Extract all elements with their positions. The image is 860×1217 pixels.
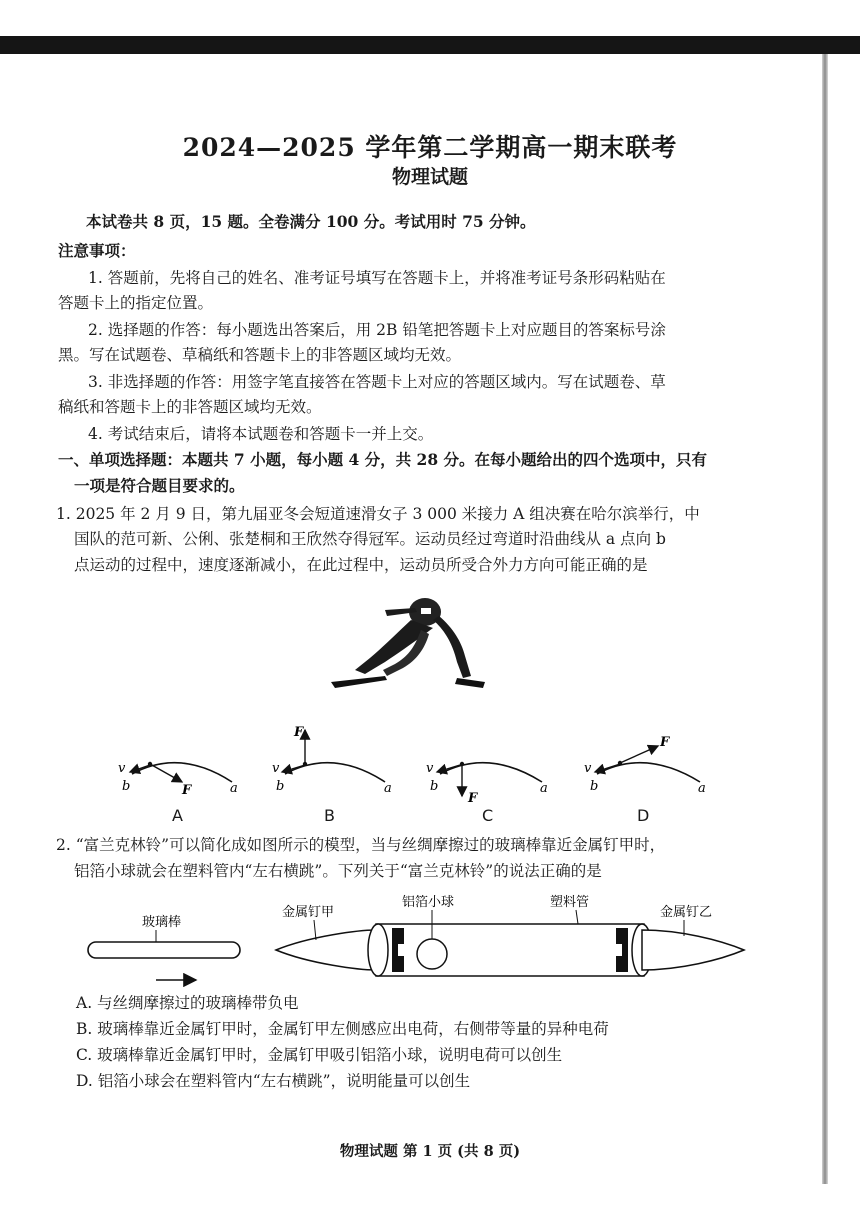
option-a-a-label: a bbox=[230, 781, 238, 796]
nail-a-label: 金属钉甲 bbox=[282, 905, 335, 920]
glass-rod-label: 玻璃棒 bbox=[142, 915, 182, 930]
q1-option-a-label: A bbox=[172, 806, 183, 825]
option-c-a-label: a bbox=[540, 781, 548, 796]
note-3-line-1: 3. 非选择题的作答：用签字笔直接答在答题卡上对应的答题区域内。写在试题卷、草 bbox=[88, 373, 666, 391]
q2-option-c: C. 玻璃棒靠近金属钉甲时，金属钉甲吸引铝箔小球，说明电荷可以创生 bbox=[76, 1046, 563, 1064]
q2-option-d: D. 铝箔小球会在塑料管内“左右横跳”，说明能量可以创生 bbox=[76, 1072, 471, 1090]
option-c-b-label: b bbox=[430, 779, 439, 794]
page-footer: 物理试题 第 1 页 (共 8 页) bbox=[339, 1143, 521, 1160]
nail-b-label: 金属钉乙 bbox=[660, 905, 713, 920]
plastic-tube bbox=[376, 924, 644, 976]
option-c-diagram bbox=[426, 761, 548, 806]
tube-label: 塑料管 bbox=[550, 895, 590, 910]
option-d-f-label: F bbox=[660, 735, 670, 750]
notes-heading: 注意事项： bbox=[58, 241, 136, 260]
option-b-b-label: b bbox=[276, 779, 285, 794]
nail-a bbox=[276, 930, 376, 970]
note-1-line-2: 答题卡上的指定位置。 bbox=[58, 294, 214, 312]
exam-subtitle: 物理试题 bbox=[391, 166, 468, 188]
option-d-v-label: v bbox=[584, 761, 592, 776]
option-a-diagram bbox=[118, 761, 238, 798]
option-d-a-label: a bbox=[698, 781, 706, 796]
note-2-line-2: 黑。写在试题卷、草稿纸和答题卡上的非答题区域均无效。 bbox=[58, 346, 462, 364]
option-b-f-label: F bbox=[294, 725, 304, 740]
note-2-line-1: 2. 选择题的作答：每小题选出答案后，用 2B 铅笔把答题卡上对应题目的答案标号涂 bbox=[88, 321, 666, 339]
speed-skater-image bbox=[325, 590, 495, 695]
q1-line-3: 点运动的过程中，速度逐渐减小，在此过程中，运动员所受合外力方向可能正确的是 bbox=[74, 556, 648, 574]
q2-line-1: 2. “富兰克林铃”可以简化成如图所示的模型，当与丝绸摩擦过的玻璃棒靠近金属钉甲时， bbox=[56, 836, 666, 854]
option-d-diagram bbox=[584, 735, 706, 796]
exam-title: 2024—2025 学年第二学期高一期末联考 bbox=[182, 133, 678, 162]
section-1-line-1: 一、单项选择题：本题共 7 小题，每小题 4 分，共 28 分。在每小题给出的四个选项中，只有 bbox=[58, 450, 708, 469]
q2-line-2: 铝箔小球就会在塑料管内“左右横跳”。下列关于“富兰克林铃”的说法正确的是 bbox=[74, 862, 602, 880]
option-a-f-label: F bbox=[182, 783, 192, 798]
q1-option-b-label: B bbox=[324, 806, 335, 825]
q2-option-b: B. 玻璃棒靠近金属钉甲时，金属钉甲左侧感应出电荷，右侧带等量的异种电荷 bbox=[76, 1020, 609, 1038]
option-a-v-label: v bbox=[118, 761, 126, 776]
option-c-f-label: F bbox=[468, 791, 478, 806]
section-1-line-2: 一项是符合题目要求的。 bbox=[74, 476, 245, 495]
q1-line-2: 国队的范可新、公俐、张楚桐和王欣然夺得冠军。运动员经过弯道时沿曲线从 a 点向 b bbox=[74, 530, 666, 548]
note-3-line-2: 稿纸和答题卡上的非答题区域均无效。 bbox=[58, 398, 322, 416]
q1-options-diagram bbox=[110, 724, 750, 806]
option-b-a-label: a bbox=[384, 781, 392, 796]
foil-ball bbox=[417, 939, 447, 969]
franklin-bell-diagram bbox=[80, 884, 760, 994]
q2-option-a: A. 与丝绸摩擦过的玻璃棒带负电 bbox=[76, 994, 299, 1012]
option-b-v-label: v bbox=[272, 761, 280, 776]
q1-option-c-label: C bbox=[482, 806, 494, 825]
q1-line-1: 1. 2025 年 2 月 9 日，第九届亚冬会短道速滑女子 3 000 米接力 A 组决赛在哈尔滨举行，中 bbox=[56, 505, 700, 523]
option-c-v-label: v bbox=[426, 761, 434, 776]
note-4: 4. 考试结束后，请将本试题卷和答题卡一并上交。 bbox=[88, 425, 434, 443]
option-d-b-label: b bbox=[590, 779, 599, 794]
q1-option-d-label: D bbox=[637, 806, 650, 825]
nail-b bbox=[642, 930, 744, 970]
intro-text: 本试卷共 8 页，15 题。全卷满分 100 分。考试用时 75 分钟。 bbox=[86, 212, 536, 231]
note-1-line-1: 1. 答题前，先将自己的姓名、准考证号填写在答题卡上，并将准考证号条形码粘贴在 bbox=[88, 269, 666, 287]
option-b-diagram bbox=[272, 725, 392, 796]
foil-ball-label: 铝箔小球 bbox=[402, 895, 455, 910]
option-a-b-label: b bbox=[122, 779, 131, 794]
glass-rod bbox=[88, 942, 240, 958]
